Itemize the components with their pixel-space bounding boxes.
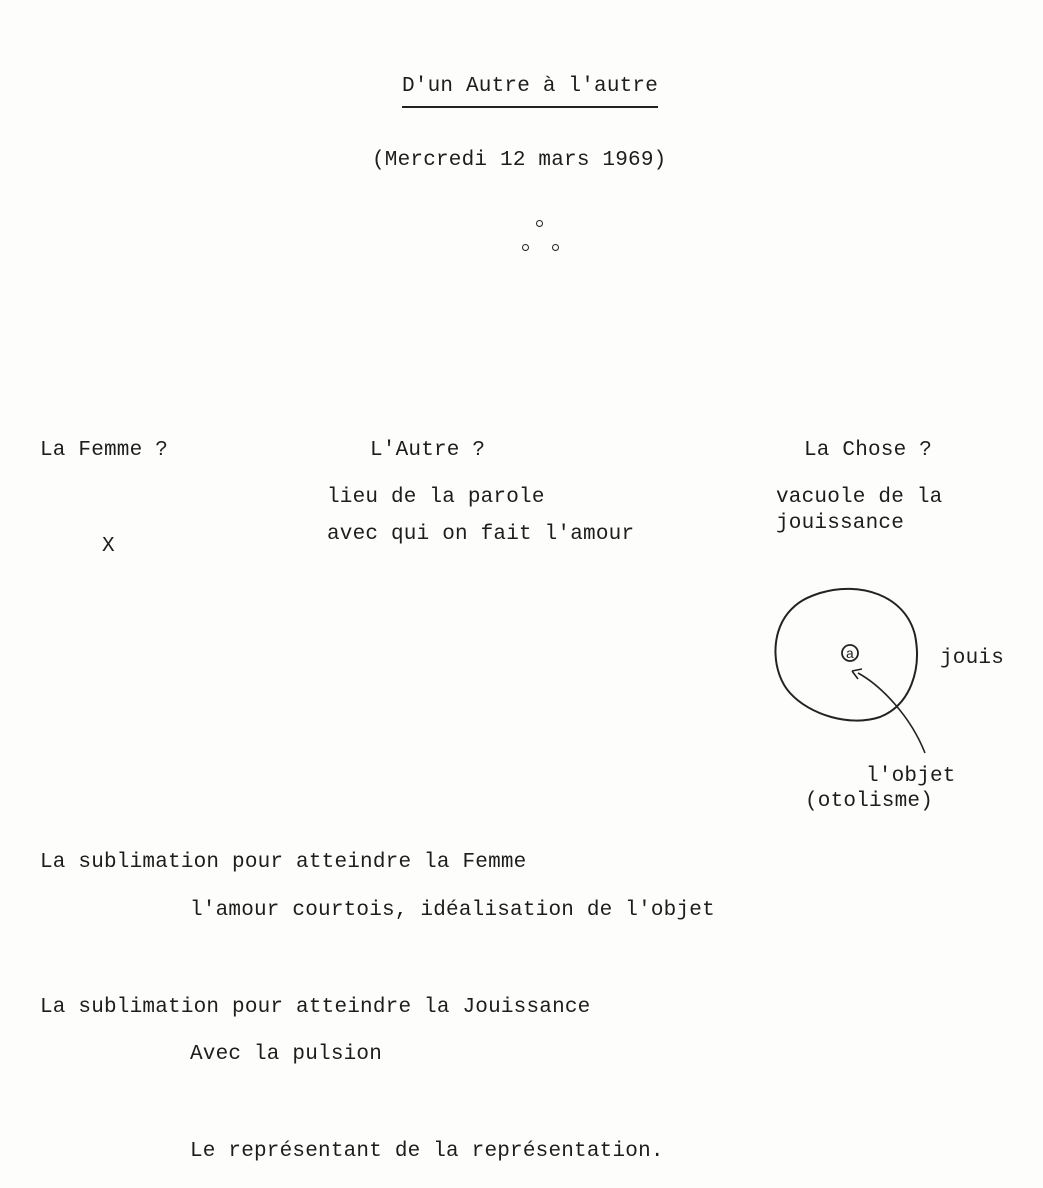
line-amour-courtois: l'amour courtois, idéalisation de l'objet — [190, 899, 715, 922]
document-date: (Mercredi 12 mars 1969) — [372, 149, 667, 172]
femme-x-mark: X — [102, 535, 115, 558]
heading-la-femme: La Femme ? — [40, 439, 169, 462]
line-sublimation-jouissance: La sublimation pour atteindre la Jouissance — [40, 996, 591, 1019]
heading-l-autre: L'Autre ? — [370, 439, 486, 462]
diagram-label-jouis: jouis — [940, 647, 1005, 670]
line-avec-pulsion: Avec la pulsion — [190, 1043, 383, 1066]
diagram-label-otolisme: (otolisme) — [805, 790, 934, 813]
separator-dot-left — [522, 244, 529, 251]
object-pointer-line — [858, 673, 925, 753]
line-representant: Le représentant de la représentation. — [190, 1140, 664, 1163]
chose-line-1: vacuole de la — [776, 486, 943, 509]
autre-line-2: avec qui on fait l'amour — [327, 523, 635, 546]
autre-line-1: lieu de la parole — [327, 486, 545, 509]
diagram-label-objet: l'objet — [866, 765, 956, 788]
center-object-letter: a — [845, 647, 855, 663]
separator-dot-right — [552, 244, 559, 251]
triple-dot-separator — [516, 220, 566, 260]
document-title: D'un Autre à l'autre — [402, 74, 658, 108]
chose-line-2: jouissance — [776, 512, 905, 535]
heading-la-chose: La Chose ? — [804, 439, 933, 462]
line-sublimation-femme: La sublimation pour atteindre la Femme — [40, 851, 527, 874]
separator-dot-top — [536, 220, 543, 227]
